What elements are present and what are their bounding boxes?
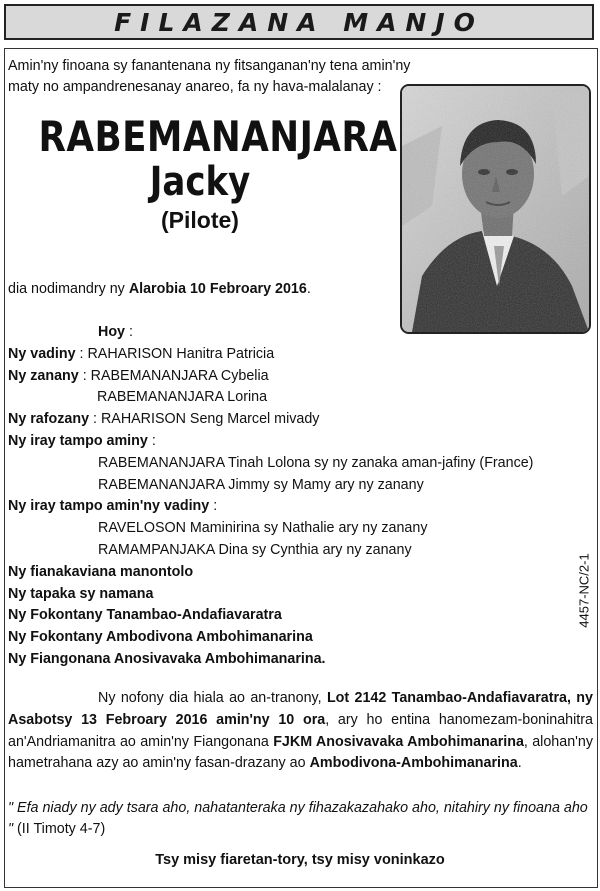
friends-label: Ny tapaka sy namana [8, 585, 154, 602]
spouse-label: Ny vadiny [8, 345, 76, 362]
children-value-2: RABEMANANJARA Lorina [97, 389, 268, 406]
deceased-role: (Pilote) [161, 207, 239, 233]
fokontany-2-label: Ny Fokontany Ambodivona Ambohimanarina [8, 629, 313, 646]
spouse-siblings-item: RAMAMPANJAKA Dina sy Cynthia ary ny zanany [98, 541, 412, 558]
funeral-text-4: . [517, 755, 522, 772]
funeral-bold-2: FJKM Anosivavaka Ambohimanarina [273, 733, 524, 750]
closing-line: Tsy misy fiaretan-tory, tsy misy voninkazo [155, 852, 445, 868]
inlaws-value: : RAHARISON Seng Marcel mivady [89, 411, 320, 428]
inlaws-label: Ny rafozany [8, 411, 90, 428]
family-line-church [8, 649, 578, 671]
funeral-bold-3: Ambodivona-Ambohimanarina [309, 755, 518, 772]
funeral-text-1: Ny nofony dia hiala ao an-tranony, [98, 690, 327, 706]
death-date: Alarobia 10 Febroary 2016 [128, 281, 307, 297]
hoy-line [8, 322, 578, 344]
portrait-man-icon [402, 86, 589, 332]
deceased-firstname: Jacky [149, 159, 251, 205]
spouse-value: : RAHARISON Hanitra Patricia [75, 345, 275, 362]
reference-code-text: 4457-NC/2-1 [576, 552, 592, 628]
children-label: Ny zanany [8, 367, 79, 384]
family-line-fokontany-1 [8, 605, 578, 627]
death-prefix: dia nodimandry ny [8, 281, 129, 297]
family-row-spouse [8, 344, 578, 366]
extended-family-label: Ny fianakaviana manontolo [8, 563, 194, 580]
deceased-name-block [10, 112, 398, 234]
funeral-text-2: , ary ho entina hanomezam-boninahitra an'Andriamanitra ao amin'ny Fiangonana [8, 711, 593, 750]
siblings-label: Ny iray tampo aminy [8, 432, 148, 449]
family-row-children-2 [8, 387, 578, 409]
siblings-item: RABEMANANJARA Jimmy sy Mamy ary ny zanany [98, 476, 424, 493]
funeral-bold-1: Lot 2142 Tanambao-Andafiavaratra, ny Asabotsy 13 Febroary 2016 amin'ny 10 ora [8, 690, 593, 728]
family-row-spouse-siblings [8, 496, 578, 518]
siblings-colon: : [147, 432, 156, 449]
family-list [8, 322, 578, 671]
reference-code [575, 545, 593, 635]
fokontany-1-label: Ny Fokontany Tanambao-Andafiavaratra [8, 607, 282, 624]
banner-title: FILAZANA MANJO [114, 7, 484, 37]
deceased-surname: RABEMANANJARA [38, 112, 398, 161]
hoy-label: Hoy [98, 324, 126, 340]
family-line-fokontany-2 [8, 627, 578, 649]
portrait-photo [400, 84, 591, 334]
siblings-item: RABEMANANJARA Tinah Lolona sy ny zanaka aman-jafiny (France) [98, 454, 534, 471]
spouse-siblings-colon: : [209, 498, 218, 515]
church-label: Ny Fiangonana Anosivavaka Ambohimanarina. [8, 650, 326, 667]
family-row-inlaws [8, 409, 578, 431]
children-value-1: : RABEMANANJARA Cybelia [78, 367, 269, 384]
quote-reference: (II Timoty 4-7) [13, 821, 106, 837]
family-row-children [8, 366, 578, 388]
funeral-text-3: , alohan'ny hametrahana azy ao amin'ny fasan-drazany ao [8, 733, 593, 772]
hoy-colon: : [125, 324, 133, 340]
spouse-siblings-item: RAVELOSON Maminirina sy Nathalie ary ny zanany [98, 520, 428, 537]
family-row-siblings [8, 431, 578, 453]
quote-text: " Efa niady ny ady tsara aho, nahatanteraka ny fihazakazahako aho, nitahiry ny finoana aho " [8, 800, 588, 837]
family-line-extended [8, 562, 578, 584]
death-suffix: . [306, 281, 311, 297]
bible-quote [8, 798, 593, 840]
header-banner [4, 4, 594, 40]
intro-paragraph: Amin'ny finoana sy fanantenana ny fitsanganan'ny tena amin'ny maty no ampandrenesanay anareo, fa ny hava-malalanay : [8, 58, 411, 95]
family-line-friends [8, 584, 578, 606]
spouse-siblings-label: Ny iray tampo amin'ny vadiny [8, 498, 210, 515]
death-announcement [8, 281, 311, 297]
funeral-paragraph [8, 688, 593, 775]
